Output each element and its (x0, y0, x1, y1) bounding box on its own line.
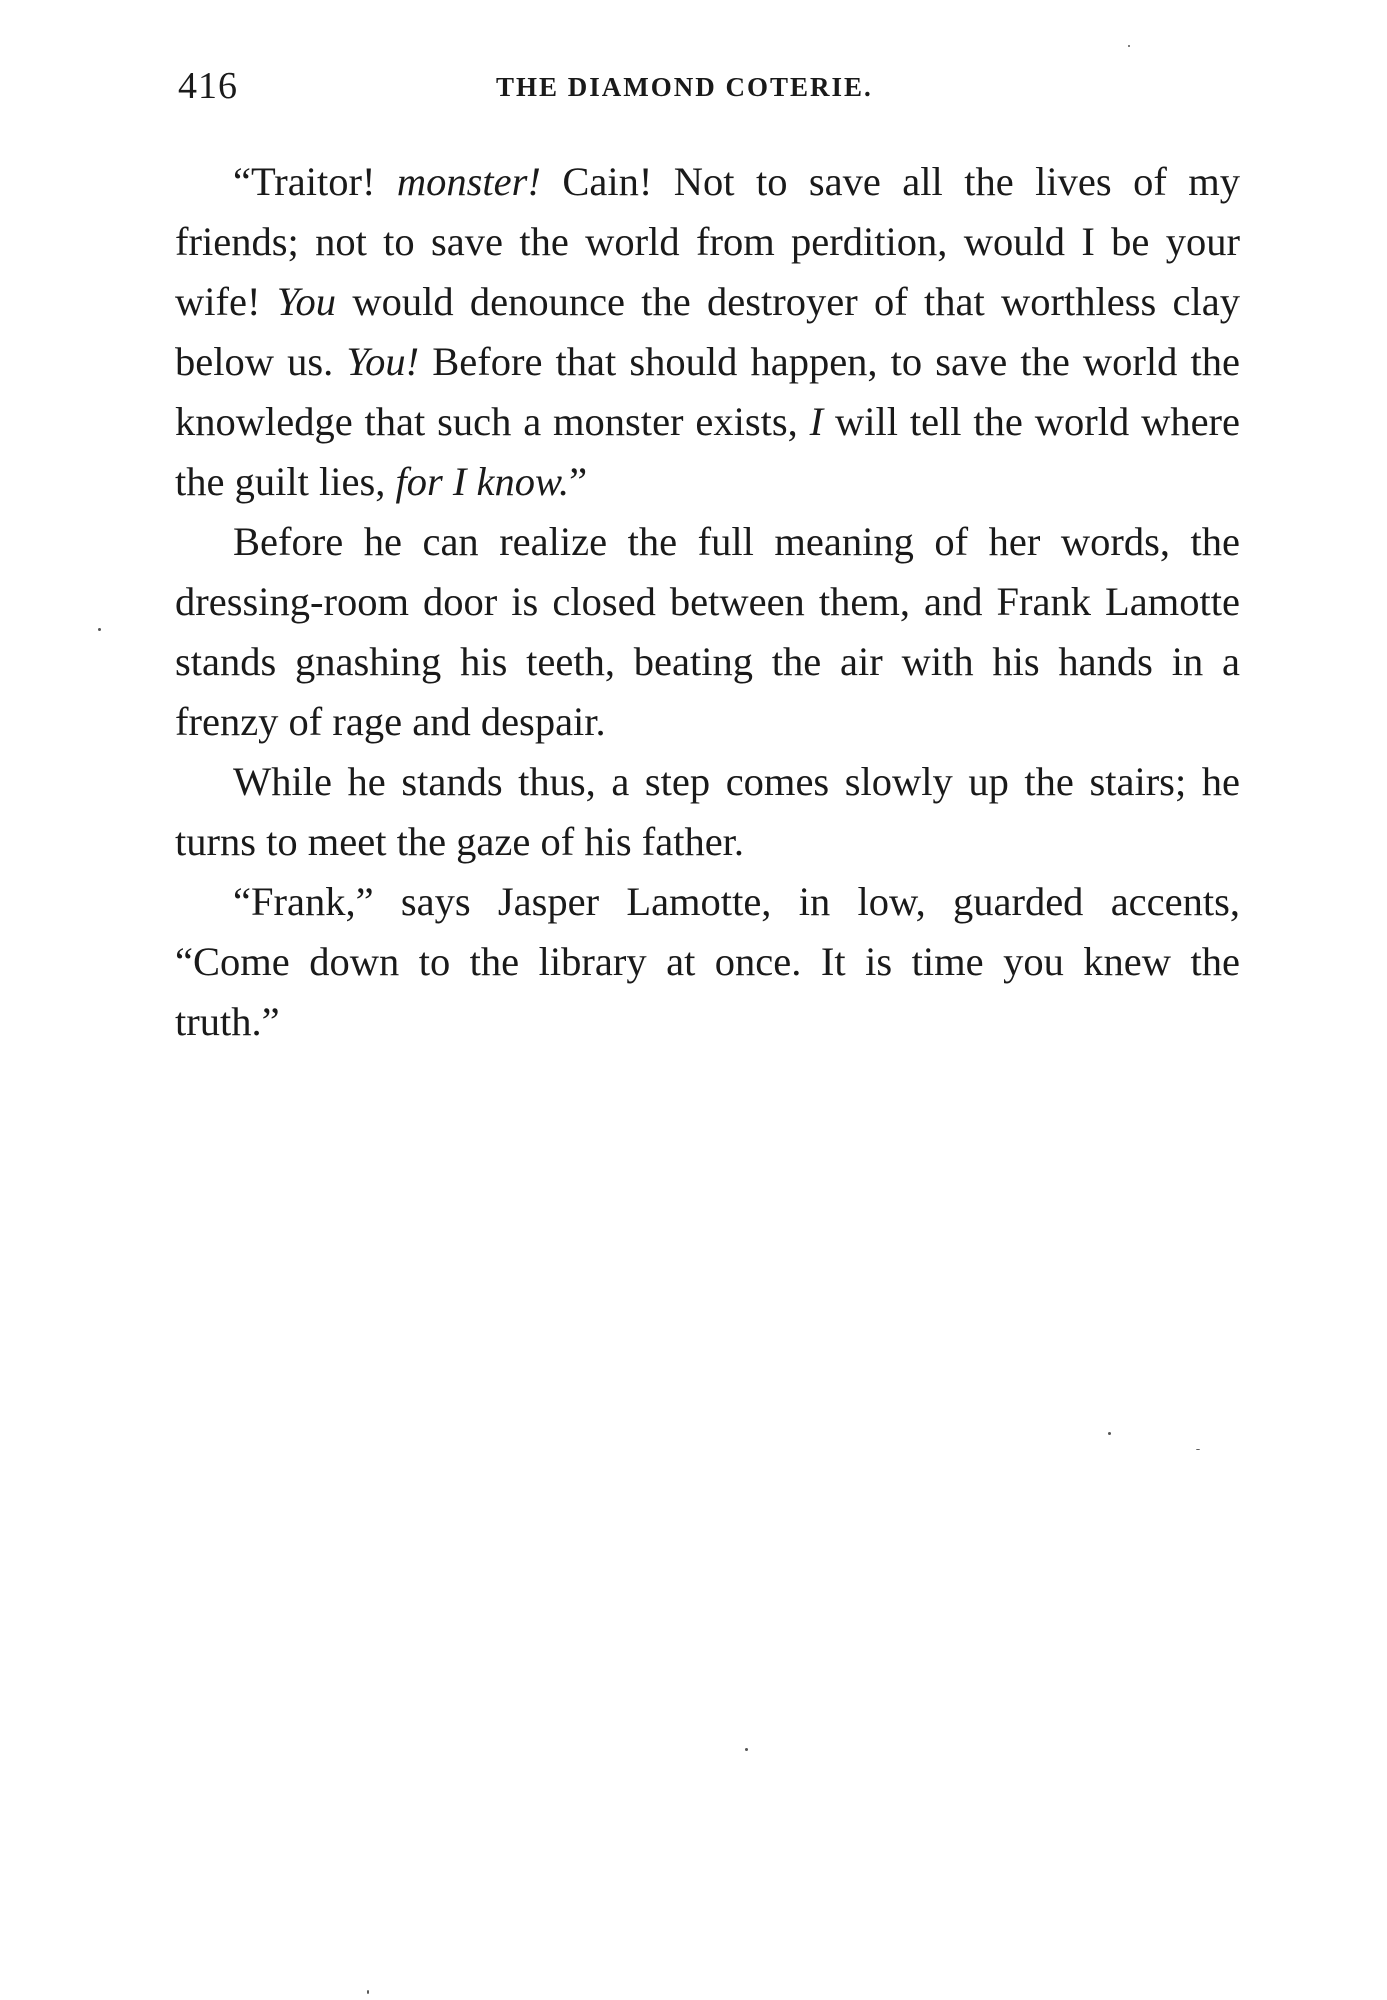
page-number: 416 (178, 65, 238, 107)
italic-text: I (809, 399, 824, 444)
scan-speck (1196, 1449, 1200, 1450)
scan-speck (367, 1990, 369, 1994)
text-run: While he stands thus, a step comes slowly up the stairs; he turns to meet the gaze of his father. (175, 759, 1240, 864)
italic-text: for I know. (395, 459, 570, 504)
italic-text: monster! (396, 159, 541, 204)
paragraph (175, 752, 1240, 872)
italic-text: You (276, 279, 337, 324)
text-run: would denounce the destroyer of that worthless clay below us. (175, 279, 1240, 384)
scan-speck (1108, 1432, 1111, 1435)
text-run: will tell the world where the guilt lies, (175, 399, 1241, 504)
paragraph (175, 152, 1240, 512)
page-header (178, 64, 1238, 114)
text-run: “Traitor! (233, 159, 397, 204)
scan-speck (745, 1748, 748, 1751)
running-title: THE DIAMOND COTERIE. (496, 72, 873, 102)
text-run: “Frank,” says Jasper Lamotte, in low, guarded accents, “Come down to the library at once. It is time you knew the truth.” (175, 879, 1240, 1044)
text-run: Before he can realize the full meaning of her words, the dressing-room door is closed between them, and Frank Lamotte stands gnashing his teeth, beating the air with his hands in a frenzy of rage and despair. (175, 519, 1240, 744)
body-text (175, 152, 1240, 1052)
paragraph (175, 872, 1240, 1052)
scan-speck (98, 628, 101, 631)
paragraph (175, 512, 1240, 752)
text-run: ” (569, 459, 588, 504)
text-run: Before that should happen, to save the world the knowledge that such a monster exists, (175, 339, 1240, 444)
text-run: Cain! Not to save all the lives of my friends; not to save the world from perdition, would I be your wife! (175, 159, 1240, 324)
italic-text: You! (346, 339, 420, 384)
scan-speck (1128, 45, 1130, 47)
